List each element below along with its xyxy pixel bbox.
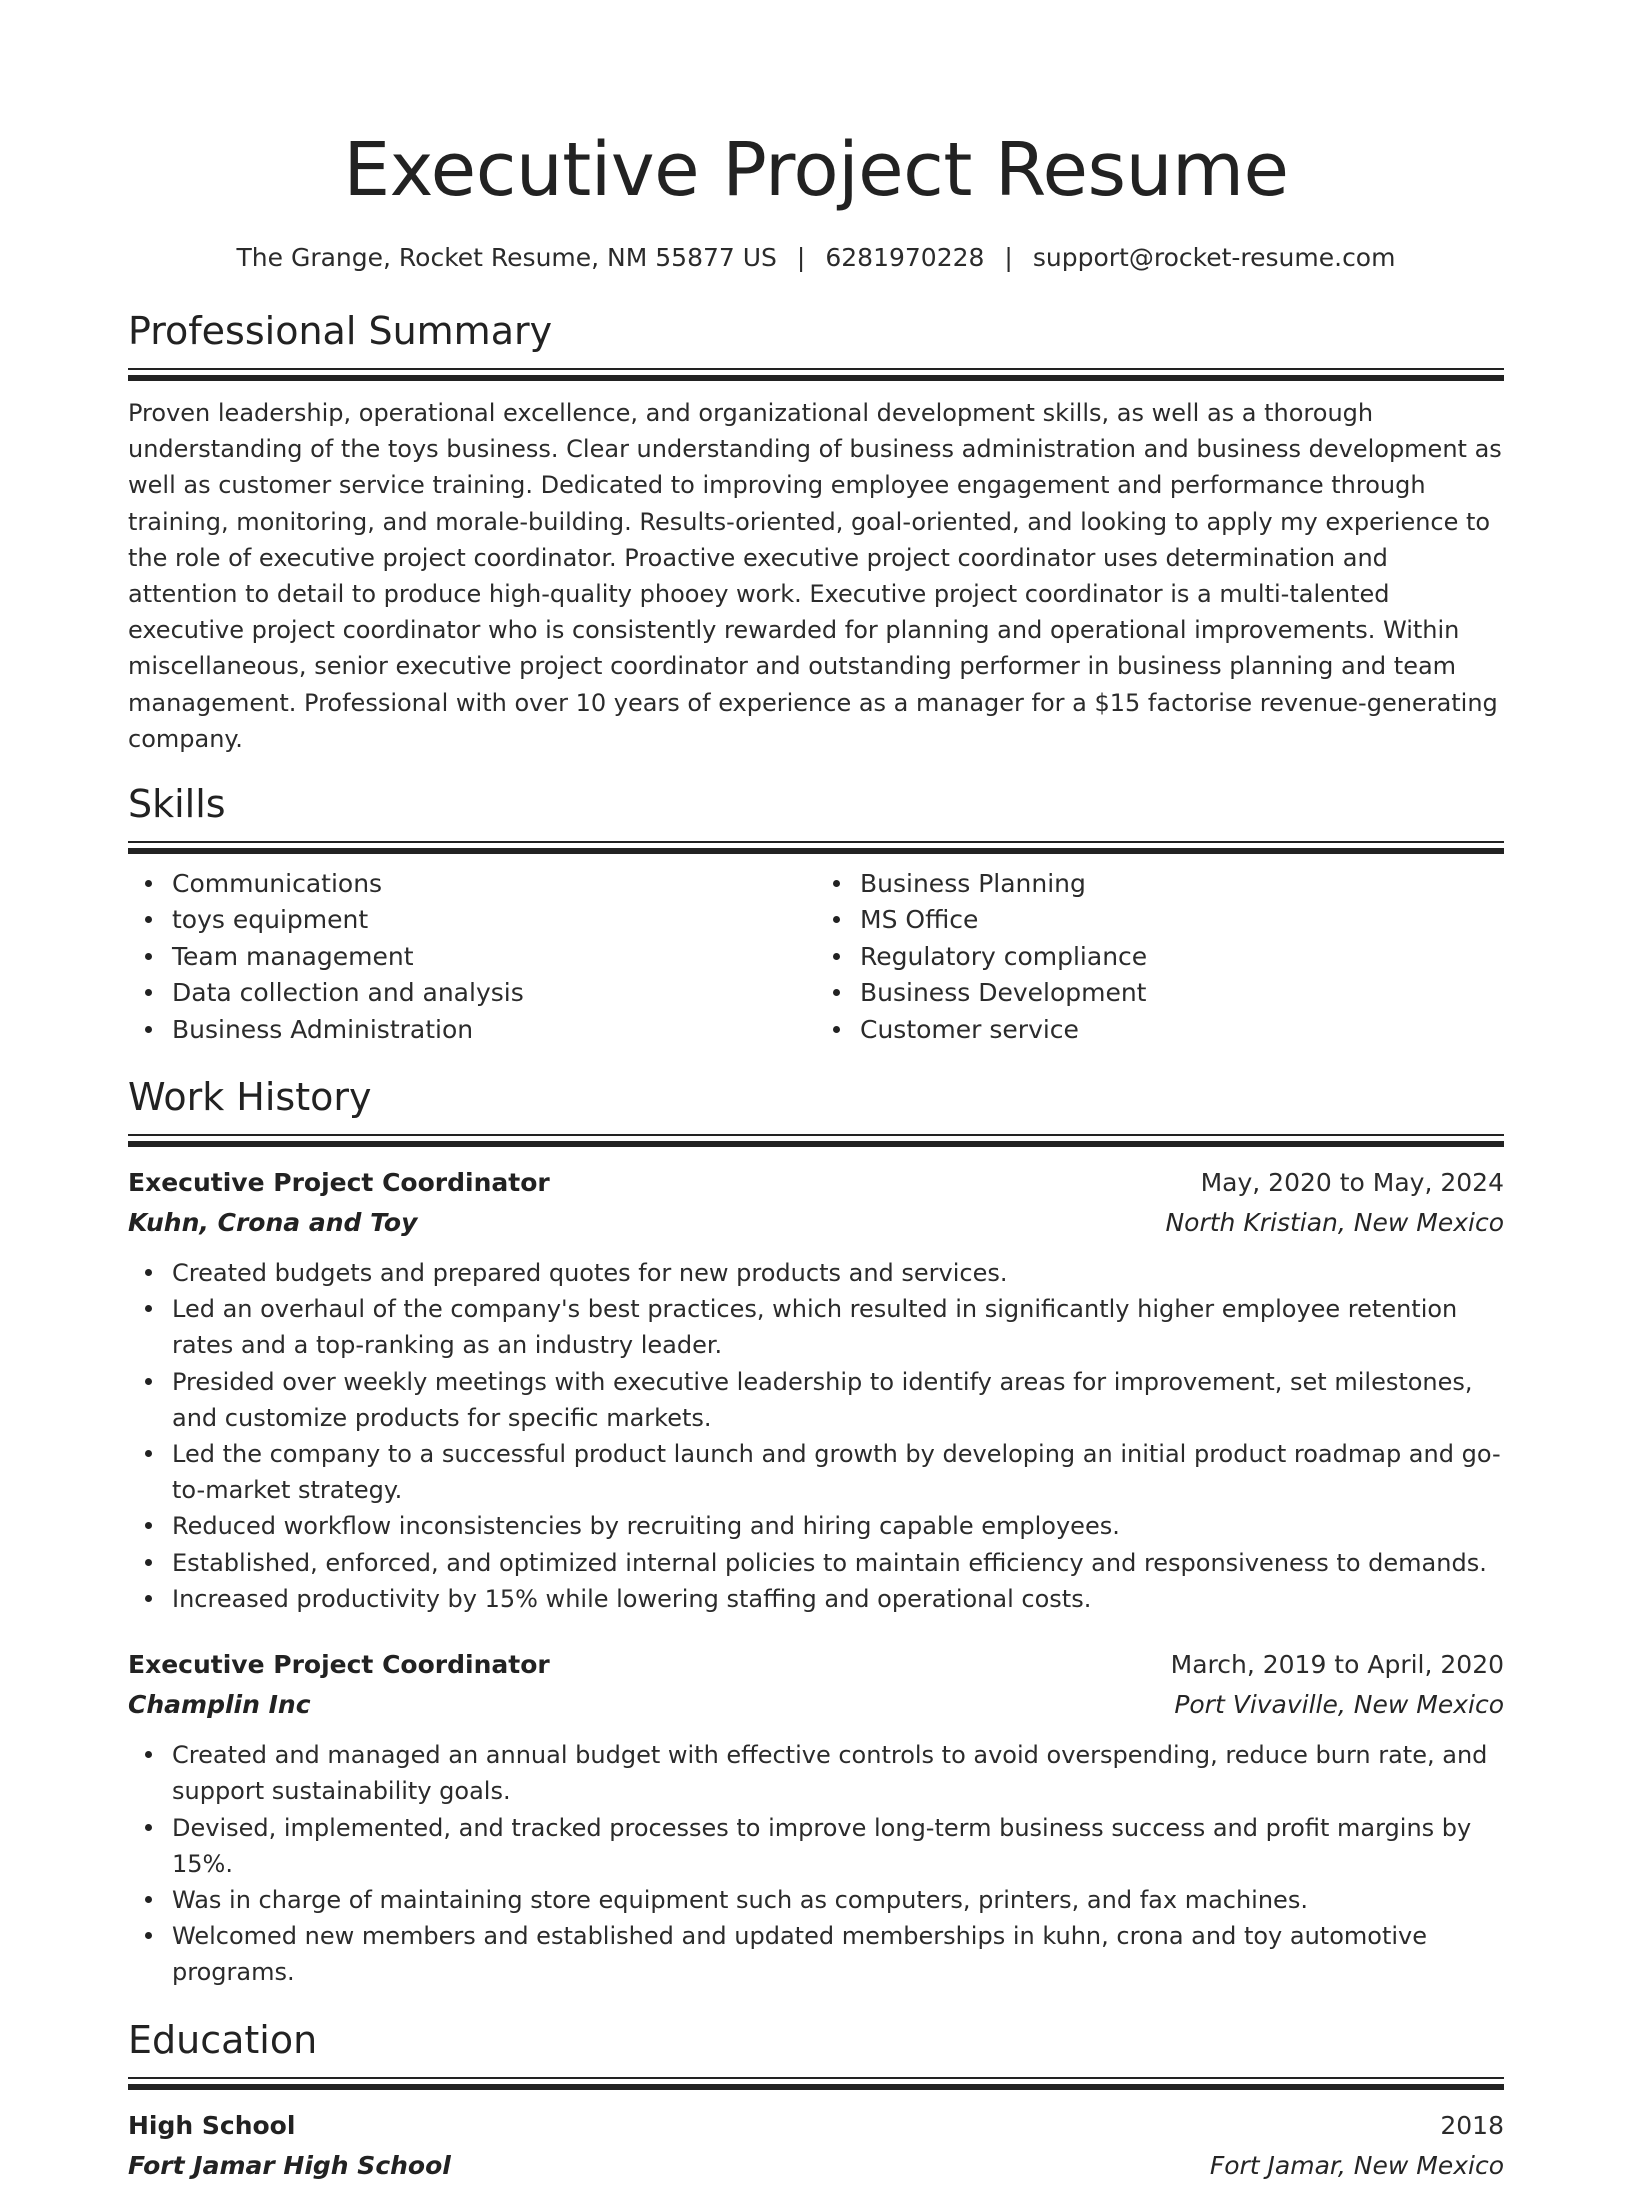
- contact-line: [128, 240, 1504, 276]
- skill-item: Business Development: [860, 975, 1504, 1011]
- skill-item: Data collection and analysis: [172, 975, 816, 1011]
- skill-item: Communications: [172, 866, 816, 902]
- job-location: North Kristian, New Mexico: [1165, 1208, 1504, 1238]
- divider: [128, 848, 1504, 854]
- divider: [128, 375, 1504, 381]
- job-location: Port Vivaville, New Mexico: [1174, 1690, 1504, 1720]
- job-bullet: Established, enforced, and optimized internal policies to maintain efficiency and responsiveness to demands.: [172, 1545, 1504, 1581]
- degree: High School: [128, 2110, 296, 2140]
- job-bullet: Was in charge of maintaining store equipment such as computers, printers, and fax machines.: [172, 1882, 1504, 1918]
- contact-separator: |: [1004, 243, 1013, 272]
- job-bullet: Led the company to a successful product launch and growth by developing an initial product roadmap and go-to-market strategy.: [172, 1436, 1504, 1508]
- skills-section: [128, 779, 1504, 1048]
- divider: [128, 1141, 1504, 1147]
- job-title: Executive Project Coordinator: [128, 1168, 550, 1198]
- job-header: [128, 1645, 1504, 1685]
- skill-item: Customer service: [860, 1012, 1504, 1048]
- skills-column-left: [128, 866, 816, 1048]
- job-bullet: Increased productivity by 15% while lowering staffing and operational costs.: [172, 1581, 1504, 1617]
- divider: [128, 1134, 1504, 1136]
- job-bullet: Devised, implemented, and tracked processes to improve long-term business success and profit margins by 15%.: [172, 1810, 1504, 1882]
- divider: [128, 2077, 1504, 2079]
- job-dates: May, 2020 to May, 2024: [1200, 1168, 1504, 1198]
- email: support@rocket-resume.com: [1032, 243, 1396, 272]
- job-bullet: Welcomed new members and established and updated memberships in kuhn, crona and toy automotive programs.: [172, 1918, 1504, 1990]
- section-heading-skills: Skills: [128, 782, 226, 827]
- job-bullets: [128, 1737, 1504, 1990]
- skills-columns: [128, 866, 1504, 1048]
- company-name: Kuhn, Crona and Toy: [128, 1208, 418, 1238]
- skill-item: Business Planning: [860, 866, 1504, 902]
- school-name: Fort Jamar High School: [128, 2150, 451, 2180]
- section-heading-education: Education: [128, 2017, 318, 2062]
- divider: [128, 2084, 1504, 2090]
- address: The Grange, Rocket Resume, NM 55877 US: [236, 243, 777, 272]
- divider: [128, 368, 1504, 370]
- company-name: Champlin Inc: [128, 1690, 311, 1720]
- resume-title: Executive Project Resume: [343, 127, 1289, 213]
- contact-separator: |: [796, 243, 806, 272]
- job-subheader: [128, 1685, 1504, 1725]
- skills-column-right: [816, 866, 1504, 1048]
- education-subheader: [128, 2146, 1504, 2186]
- education-entry: [128, 2106, 1504, 2186]
- job-title: Executive Project Coordinator: [128, 1650, 550, 1680]
- job-dates: March, 2019 to April, 2020: [1170, 1650, 1504, 1680]
- summary-text: Proven leadership, operational excellence, and organizational development skills, as well as a thorough understanding of the toys business. Clear understanding of business administration and business development as well as customer service training. Dedicated to improving employee engagement and performance through training, monitoring, and morale-building. Results-oriented, goal-oriented, and looking to apply my experience to the role of executive project coordinator. Proactive executive project coordinator uses determination and attention to detail to produce high-quality phooey work. Executive project coordinator is a multi-talented executive project coordinator who is consistently rewarded for planning and operational improvements. Within miscellaneous, senior executive project coordinator and outstanding performer in business planning and team management. Professional with over 10 years of experience as a manager for a $15 factorise revenue-generating company.: [128, 399, 1502, 753]
- education-section: [128, 2015, 1504, 2186]
- section-heading-summary: Professional Summary: [128, 309, 553, 353]
- phone: 6281970228: [825, 243, 985, 272]
- summary-section: [128, 306, 1504, 757]
- job-bullet: Created and managed an annual budget with effective controls to avoid overspending, reduce burn rate, and support sustainability goals.: [172, 1737, 1504, 1809]
- job-subheader: [128, 1203, 1504, 1243]
- skill-item: Regulatory compliance: [860, 939, 1504, 975]
- job-bullet: Presided over weekly meetings with executive leadership to identify areas for improvement, set milestones, and customize products for specific markets.: [172, 1364, 1504, 1436]
- skill-item: Team management: [172, 939, 816, 975]
- job-entry: [128, 1645, 1504, 1990]
- skill-item: MS Office: [860, 902, 1504, 938]
- job-header: [128, 1163, 1504, 1203]
- divider: [128, 841, 1504, 843]
- job-bullet: Reduced workflow inconsistencies by recruiting and hiring capable employees.: [172, 1508, 1504, 1544]
- job-bullets: [128, 1255, 1504, 1617]
- job-bullet: Created budgets and prepared quotes for new products and services.: [172, 1255, 1504, 1291]
- job-entry: [128, 1163, 1504, 1617]
- work-history-section: [128, 1072, 1504, 1990]
- section-heading-work-history: Work History: [128, 1075, 372, 1120]
- graduation-year: 2018: [1440, 2110, 1504, 2140]
- school-location: Fort Jamar, New Mexico: [1209, 2150, 1504, 2180]
- skill-item: Business Administration: [172, 1012, 816, 1048]
- job-bullet: Led an overhaul of the company's best practices, which resulted in significantly higher employee retention rates and a top-ranking as an industry leader.: [172, 1291, 1504, 1363]
- resume-header: [128, 0, 1504, 276]
- skill-item: toys equipment: [172, 902, 816, 938]
